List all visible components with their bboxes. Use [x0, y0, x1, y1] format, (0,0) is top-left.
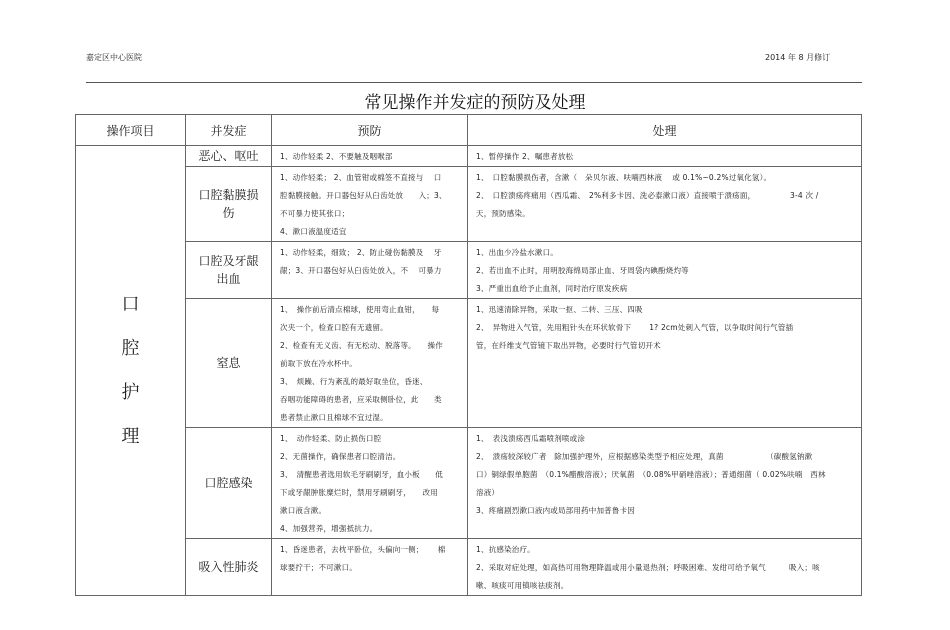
table-header-row: [76, 115, 862, 146]
treatment-cell: [468, 539, 862, 596]
prevention-line: 2、检查有无义齿、有无松动、脱落等。 操作: [280, 341, 443, 350]
column-header: 处理: [468, 115, 862, 146]
prevention-line: 1、昏迷患者，去枕平卧位，头偏向一侧； 棉: [280, 545, 446, 554]
prevention-line: 1、动作轻柔 2、不要触及咽喉部: [280, 152, 393, 161]
prevention-line: 3、 烦躁、行为紊乱的最好取坐位，昏迷、: [280, 377, 428, 386]
category-cell: [76, 146, 186, 596]
treatment-line: 口）铜绿假单胞菌 （0.1%醋酸溶液）；厌氧菌 （0.08%甲硝唑溶液）；普通细菌（ 0.02%呋喃 西林: [476, 470, 826, 479]
complication-cell: 口腔黏膜损伤: [186, 167, 272, 242]
treatment-line: 1、抗感染治疗。: [476, 545, 535, 554]
revision-date: 2014 年 8 月修订: [765, 53, 831, 62]
table-row: [76, 299, 862, 428]
treatment-line: 管，在纤维支气管镜下取出异物，必要时行气管切开术: [476, 341, 661, 350]
treatment-line: 2、 异物进入气管，先用粗针头在环状软骨下 1? 2cm处刺入气管，以争取时间行气管插: [476, 323, 794, 332]
treatment-cell: [468, 242, 862, 299]
prevention-cell: [272, 146, 468, 167]
prevention-cell: [272, 539, 468, 596]
complications-table: [75, 114, 862, 596]
prevention-line: 次夹一个，检查口腔有无遗留。: [280, 323, 388, 332]
prevention-line: 吞咽功能障碍的患者，应采取侧卧位，此 类: [280, 395, 442, 404]
treatment-line: 1、暂停操作 2、嘱患者放松: [476, 152, 574, 161]
treatment-cell: [468, 146, 862, 167]
treatment-cell: [468, 167, 862, 242]
table-row: [76, 428, 862, 539]
prevention-cell: [272, 167, 468, 242]
complication-cell: 口腔感染: [186, 428, 272, 539]
prevention-cell: [272, 242, 468, 299]
prevention-line: 4、漱口液温度适宜: [280, 227, 347, 236]
treatment-line: 2、若出血不止时，用明胶海绵局部止血、牙周袋内碘酚烧灼等: [476, 266, 689, 275]
prevention-line: 3、 清醒患者选用软毛牙刷刷牙，血小板 低: [280, 470, 443, 479]
treatment-line: 2、 口腔溃疡疼痛用（西瓜霜、 2%利多卡因、洗必泰漱口液）直接喷于溃疡面， 3-4 次 /: [476, 191, 819, 200]
complication-cell: 恶心、呕吐: [186, 146, 272, 167]
category-char: 口: [121, 293, 140, 315]
category-char: 腔: [121, 337, 140, 359]
prevention-cell: [272, 299, 468, 428]
prevention-line: 4、加强营养，增强抵抗力。: [280, 524, 378, 533]
treatment-line: 3、严重出血给予止血剂，同时治疗原发疾病: [476, 284, 628, 293]
treatment-line: 2、 溃疡较深较广者 除加强护理外，应根据感染类型予相应处理，真菌 （碳酸氢钠漱: [476, 452, 813, 461]
column-header: 预防: [272, 115, 468, 146]
prevention-line: 不可暴力使其张口；: [280, 209, 350, 218]
treatment-line: 天，预防感染。: [476, 209, 530, 218]
prevention-line: 漱口液含漱。: [280, 506, 327, 515]
table-row: [76, 539, 862, 596]
complication-cell: 吸入性肺炎: [186, 539, 272, 596]
prevention-line: 2、无菌操作，确保患者口腔清洁。: [280, 452, 401, 461]
treatment-line: 嗽、咳痰可用镇咳祛痰剂。: [476, 581, 569, 590]
prevention-line: 球要拧干；不可漱口。: [280, 563, 357, 572]
treatment-line: 溶液）: [476, 488, 500, 497]
table-row: [76, 146, 862, 167]
category-char: 护: [121, 381, 140, 403]
header-rule: [86, 82, 862, 83]
table-row: [76, 242, 862, 299]
treatment-line: 2、采取对症处理，如高热可用物理降温或用小量退热剂；呼吸困难、发绀可给予氧气 吸入；咳: [476, 563, 820, 572]
prevention-line: 1、动作轻柔； 2、血管钳或棉签不直接与 口: [280, 173, 442, 182]
page-title: 常见操作并发症的预防及处理: [364, 93, 586, 113]
treatment-cell: [468, 428, 862, 539]
prevention-line: 龈；3、开口器包好从臼齿处放入，不 可暴力: [280, 266, 442, 275]
table-row: [76, 167, 862, 242]
treatment-line: 1、 表浅溃疡西瓜霜喷剂喷或涂: [476, 434, 586, 443]
treatment-line: 3、疼痛剧烈漱口液内或局部用药中加普鲁卡因: [476, 506, 635, 515]
treatment-line: 1、 口腔黏膜损伤者，含漱（ 朵贝尔液、呋喃西林液 或 0.1%~0.2%过氧化氢）。: [476, 173, 772, 182]
prevention-line: 1、 操作前后清点棉球，使用弯止血钳， 每: [280, 305, 440, 314]
prevention-line: 1、 动作轻柔、防止损伤口腔: [280, 434, 382, 443]
treatment-line: 1、出血少冷盐水漱口。: [476, 248, 558, 257]
column-header: 操作项目: [76, 115, 186, 146]
complication-cell: 窒息: [186, 299, 272, 428]
prevention-line: 前取下放在冷水杯中。: [280, 359, 357, 368]
treatment-cell: [468, 299, 862, 428]
complication-cell: 口腔及牙龈出血: [186, 242, 272, 299]
category-char: 理: [121, 425, 140, 447]
prevention-line: 1、动作轻柔，细致； 2、防止碰伤黏膜及 牙: [280, 248, 442, 257]
prevention-line: 下或牙龈肿胀糜烂时，禁用牙刷刷牙， 改用: [280, 488, 438, 497]
prevention-line: 患者禁止漱口且棉球不宜过湿。: [280, 413, 388, 422]
prevention-line: 腔黏膜接触。开口器包好从臼齿处放 入；3、: [280, 191, 447, 200]
treatment-line: 1、迅速清除异物，采取一抠、二转、三压、四吸: [476, 305, 643, 314]
prevention-cell: [272, 428, 468, 539]
hospital-name: 嘉定区中心医院: [86, 53, 142, 62]
column-header: 并发症: [186, 115, 272, 146]
